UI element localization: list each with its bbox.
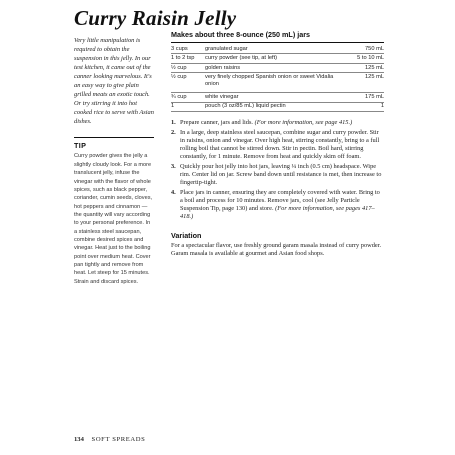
step-text: Quickly pour hot jelly into hot jars, leaving ¼ inch (0.5 cm) headspace. Wipe rim. Center lid on jar. Screw band down until resistance is met, then increase to fingertip-tight. xyxy=(180,162,382,187)
ingredient-row xyxy=(171,92,384,102)
method-step xyxy=(171,119,384,127)
recipe-title: Curry Raisin Jelly xyxy=(74,6,237,30)
step-text: Prepare canner, jars and lids. xyxy=(180,119,254,127)
ingredient-row xyxy=(171,54,384,63)
ingredient-name: curry powder (see tip, at left) xyxy=(205,55,278,62)
ingredient-metric: 175 mL xyxy=(365,93,384,100)
variation-heading: Variation xyxy=(171,231,202,241)
page-footer xyxy=(74,436,145,443)
variation-text: For a spectacular flavor, use freshly ground garam masala instead of curry powder. Garam masala is available at gourmet and Asian food shops. xyxy=(171,242,382,258)
method-step xyxy=(171,129,384,161)
ingredient-table xyxy=(171,45,384,112)
page-number: 134 xyxy=(74,436,84,443)
ingredient-name: white vinegar xyxy=(205,93,239,100)
section-name: SOFT SPREADS xyxy=(91,436,146,443)
ingredient-name: golden raisins xyxy=(205,64,241,71)
recipe-main xyxy=(171,30,384,258)
step-text: Place jars in canner, ensuring they are completely covered with water. Bring to a boil and process for 10 minutes. Remove jars, cool (see Jelly Particle Suspension Tip, page 130) and store. xyxy=(180,188,380,212)
ingredient-quantity: 3 cups xyxy=(171,45,188,52)
ingredient-name: granulated sugar xyxy=(205,45,248,52)
recipe-yield: Makes about three 8-ounce (250 mL) jars xyxy=(171,30,384,43)
sidebar xyxy=(74,36,154,286)
ingredient-quantity: 1 to 2 tsp xyxy=(171,55,195,62)
step-number: 1. xyxy=(171,119,176,127)
step-number: 4. xyxy=(171,188,176,196)
ingredient-name: pouch (3 oz/85 mL) liquid pectin xyxy=(205,103,286,110)
ingredient-quantity: ¾ cup xyxy=(171,93,187,100)
method-steps xyxy=(171,119,384,221)
step-note: (For more information, see page 415.) xyxy=(254,119,353,127)
step-number: 3. xyxy=(171,162,176,170)
recipe-intro: Very little manipulation is required to obtain the suspension in this jelly. In our test kitchen, it came out of the canner looking marvelous. It's an easy way to give plain grilled meats an exotic touch. Or try stirring it into hot cooked rice to serve with Asian dishes. xyxy=(74,37,154,126)
ingredient-quantity: ½ cup xyxy=(171,74,187,81)
ingredient-metric: 125 mL xyxy=(365,64,384,71)
step-note: (For more information, see pages 417–418.) xyxy=(180,204,375,221)
ingredient-metric: 1 xyxy=(380,103,384,110)
ingredient-quantity: ½ cup xyxy=(171,64,187,71)
ingredient-row xyxy=(171,73,384,92)
ingredient-quantity: 1 xyxy=(171,103,175,110)
ingredient-row xyxy=(171,103,384,112)
tip-heading: TIP xyxy=(74,137,154,150)
method-step xyxy=(171,163,384,187)
ingredient-row xyxy=(171,45,384,54)
ingredient-metric: 5 to 10 mL xyxy=(357,55,384,62)
ingredient-metric: 125 mL xyxy=(365,74,384,81)
step-text: In a large, deep stainless steel saucepan, combine sugar and curry powder. Stir in raisins, onion and vinegar. Over high heat, stirring constantly, bring to a full rolling boil that cannot be stirred down. Stir in pectin. Boil hard, stirring constantly, for 1 minute. Remove from heat and quickly skim off foam. xyxy=(180,128,380,161)
method-step xyxy=(171,189,384,221)
step-number: 2. xyxy=(171,128,176,136)
ingredient-metric: 750 mL xyxy=(365,45,384,52)
ingredient-row xyxy=(171,64,384,73)
ingredient-name: very finely chopped Spanish onion or sweet Vidalia onion xyxy=(205,74,334,88)
tip-text: Curry powder gives the jelly a slightly cloudy look. For a more translucent jelly, infuse the vinegar with the flavor of whole spices, such as black pepper, coriander, cumin seeds, cloves, hot peppers and cinnamon — the quantity will vary according to your personal preference. In a stainless steel saucepan, combine desired spices and vinegar. Heat just to the boiling point over medium heat. Cover pan tightly and remove from heat. Let steep for 15 minutes. Strain and discard spices. xyxy=(74,153,153,285)
